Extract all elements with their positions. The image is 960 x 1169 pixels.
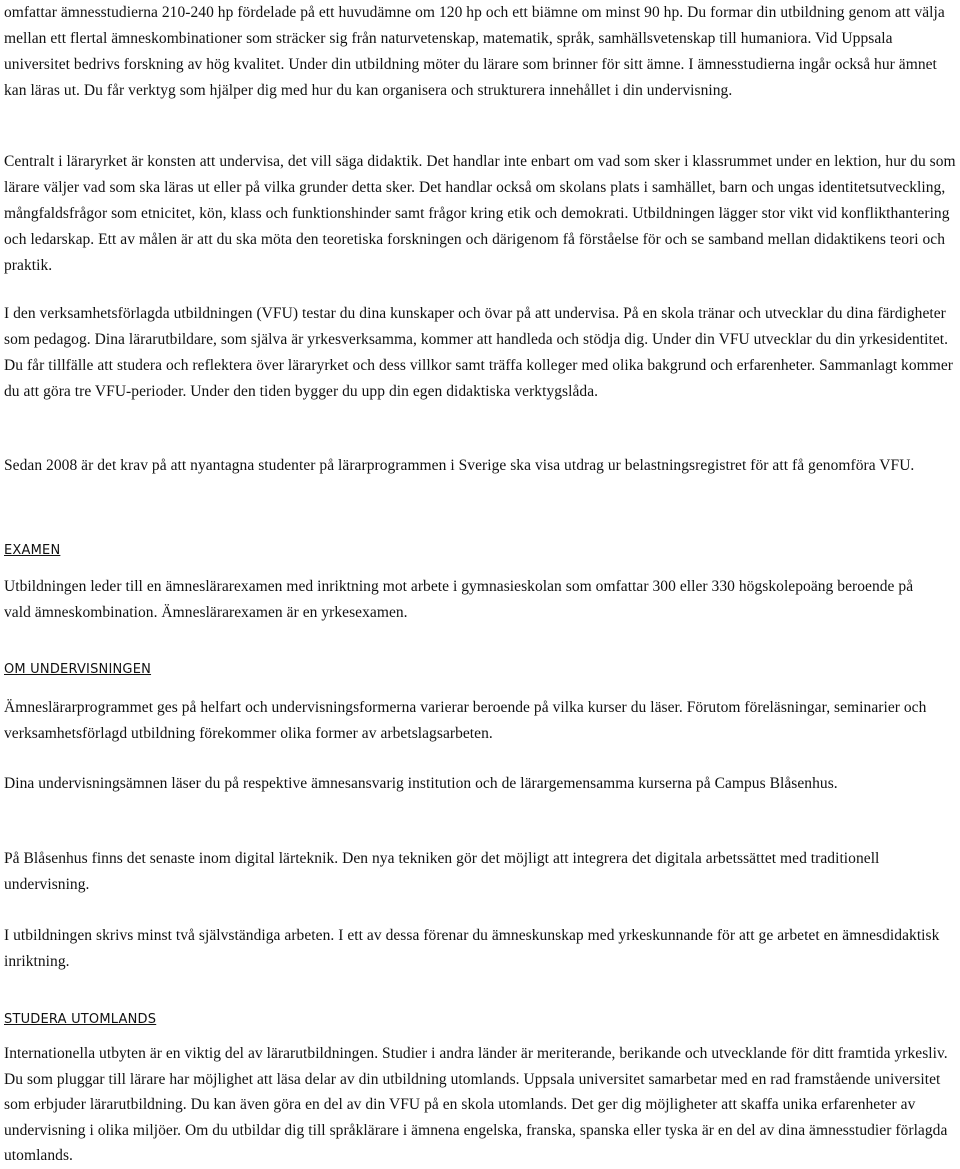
undervisning-paragraph-3: På Blåsenhus finns det senaste inom digital lärteknik. Den nya tekniken gör det möjligt att integrera det digitala arbetssättet med traditionell undervisning. [4, 850, 880, 893]
undervisning-paragraph-2: Dina undervisningsämnen läser du på respektive ämnesansvarig institution och de lärargemensamma kurserna på Campus Blåsenhus. [4, 775, 838, 792]
register-paragraph: Sedan 2008 är det krav på att nyantagna studenter på lärarprogrammen i Sverige ska visa utdrag ur belastningsregistret för att få genomföra VFU. [4, 457, 915, 474]
studera-utomlands-heading: STUDERA UTOMLANDS [4, 1012, 157, 1027]
intro-text-part-2: Under din utbildning möter du lärare som brinner för sitt ämne. I ämnesstudierna ingår också hur ämnet kan läras ut. Du får verktyg som hjälper dig med hur du kan organisera och strukturera innehållet i din undervisning. [4, 56, 937, 99]
didaktik-paragraph: Centralt i läraryrket är konsten att undervisa, det vill säga didaktik. Det handlar inte enbart om vad som sker i klassrummet under en lektion, hur du som lärare väljer vad som ska läras ut eller på vilka grunder detta sker. Det handlar också om skolans plats i samhället, barn och ungas identitetsutveckling, mångfaldsfrågor som etnicitet, kön, klass och funktionshinder samt frågor kring etik och demokrati. Utbildningen lägger stor vikt vid konflikthantering och ledarskap. Ett av målen är att du ska möta den teoretiska forskningen och därigenom få förståelse för och se samband mellan didaktikens teori och praktik. [4, 153, 956, 274]
vfu-paragraph: I den verksamhetsförlagda utbildningen (VFU) testar du dina kunskaper och övar på att undervisa. På en skola tränar och utvecklar du dina färdigheter som pedagog. Dina lärarutbildare, som själva är yrkesverksamma, kommer att handleda och stödja dig. Under din VFU utvecklar du din yrkesidentitet. Du får tillfälle att studera och reflektera över läraryrket och dess villkor samt träffa kolleger med olika bakgrund och erfarenheter. Sammanlagt kommer du att göra tre VFU-perioder. Under den tiden bygger du upp din egen didaktiska verktygslåda. [4, 305, 953, 400]
om-undervisningen-heading: OM UNDERVISNINGEN [4, 662, 152, 677]
utomlands-paragraph: Internationella utbyten är en viktig del av lärarutbildningen. Studier i andra länder är meriterande, berikande och utvecklande för ditt framtida yrkesliv. Du som pluggar till lärare har möjlighet att läsa delar av din utbildning utomlands. Uppsala universitet samarbetar med en rad framstående universitet som erbjuder lärarutbildning. Du kan även göra en del av din VFU på en skola utomlands. Det ger dig möjligheter att skaffa unika erfarenheter av undervisning i olika miljöer. Om du utbildar dig till språklärare i ämnena engelska, franska, spanska eller tyska är en del av dina ämnesstudier förlagda utomlands. [4, 1045, 948, 1165]
examen-paragraph: Utbildningen leder till en ämneslärarexamen med inriktning mot arbete i gymnasieskolan som omfattar 300 eller 330 högskolepoäng beroende på vald ämneskombination. Ämneslärarexamen är en yrkesexamen. [4, 578, 914, 621]
examen-heading: EXAMEN [4, 543, 61, 558]
undervisning-paragraph-4: I utbildningen skrivs minst två självständiga arbeten. I ett av dessa förenar du ämneskunskap med yrkeskunnande för att ge arbetet en ämnesdidaktisk inriktning. [4, 927, 940, 970]
intro-paragraph [4, 0, 959, 104]
intro-text-part-1: omfattar ämnesstudierna 210-240 hp fördelade på ett huvudämne om 120 hp och ett biämne om minst 90 hp. Du formar din utbildning genom att välja mellan ett flertal ämneskombinationer som sträcker sig från naturvetenskap, matematik, språk, samhällsvetenskap till humaniora. Vid Uppsala universitet bedrivs forskning av hög kvalitet. [4, 4, 945, 73]
undervisning-paragraph-1: Ämneslärarprogrammet ges på helfart och undervisningsformerna varierar beroende på vilka kurser du läser. Förutom föreläsningar, seminarier och verksamhetsförlagd utbildning förekommer olika former av arbetslagsarbeten. [4, 699, 927, 742]
